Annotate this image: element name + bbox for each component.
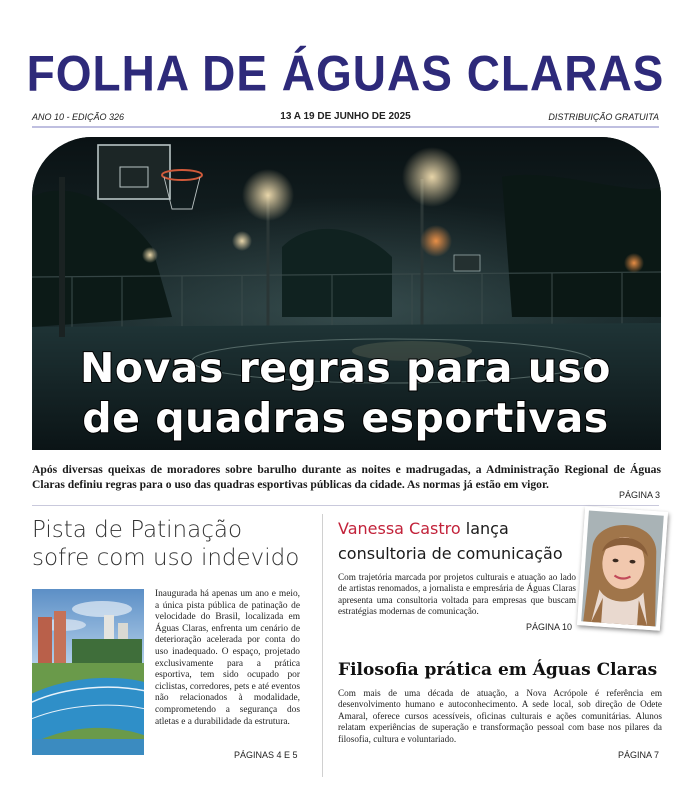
- distribution-label: DISTRIBUIÇÃO GRATUITA: [548, 112, 659, 122]
- edition-label: ANO 10 - EDIÇÃO 326: [32, 112, 125, 122]
- skate-headline-line2: sofre com uso indevido: [32, 545, 300, 571]
- consulting-page-ref: PÁGINA 10: [526, 622, 573, 632]
- consulting-headline: [338, 516, 578, 566]
- philosophy-page-ref: PÁGINA 7: [618, 750, 660, 760]
- skate-headline: [32, 516, 322, 572]
- portrait-photo: [577, 506, 668, 630]
- masthead: FOLHA DE ÁGUAS CLARAS: [26, 44, 665, 102]
- lead-summary: Após diversas queixas de moradores sobre barulho durante as noites e madrugadas, a Administração Regional de Águas Claras definiu regras para o uso das quadras esportivas públicas da cidade. As normas já estão em vigor.: [32, 463, 661, 491]
- consulting-name: Vanessa Castro: [338, 519, 461, 538]
- dateline: [32, 112, 659, 126]
- header-rule: [32, 126, 659, 128]
- skate-page-ref: PÁGINAS 4 E 5: [234, 750, 298, 760]
- philosophy-body: Com mais de uma década de atuação, a Nova Acrópole é referência em desenvolvimento humano e autoconhecimento. A sede local, sob direção de Odete Amaral, oferece cursos acessíveis, oficinas culturais e ações comunitárias. Alunos relatam experiências de superação e transformação pessoal com base nos pilares da filosofia, cultura e voluntariado.: [338, 688, 662, 744]
- column-divider: [322, 514, 323, 777]
- consulting-headline-rest: lança: [465, 519, 509, 538]
- lead-headline-line1: Novas regras para uso: [80, 344, 611, 392]
- lead-page-ref: PÁGINA 3: [618, 490, 660, 500]
- consulting-headline-line2: consultoria de comunicação: [338, 544, 563, 563]
- skate-headline-line1: Pista de Patinação: [32, 517, 243, 543]
- skate-body: Inaugurada há apenas um ano e meio, a única pista pública de patinação de velocidade do Brasil, localizada em Águas Claras, enfrenta um cenário de deterioração acelerada por conta do uso inadequado. O espaço, projetado exclusivamente para a prática esportiva, tem sido ocupado por ciclistas, corredores, pets e até eventos não relacionados à modalidade, comprometendo a segurança dos atletas e a durabilidade da estrutura.: [155, 589, 300, 727]
- lead-headline-line2: de quadras esportivas: [82, 394, 609, 442]
- philosophy-headline: Filosofia prática em Águas Claras: [338, 660, 658, 680]
- consulting-body: Com trajetória marcada por projetos culturais e atuação ao lado de artistas renomados, a jornalista e empresária de Águas Claras apresenta uma consultoria voltada para empresas que buscam estratégias modernas de comunicação.: [338, 572, 576, 617]
- date-range: 13 A 19 DE JUNHO DE 2025: [280, 111, 411, 122]
- section-rule: [32, 505, 659, 506]
- skating-track-photo: [32, 589, 144, 755]
